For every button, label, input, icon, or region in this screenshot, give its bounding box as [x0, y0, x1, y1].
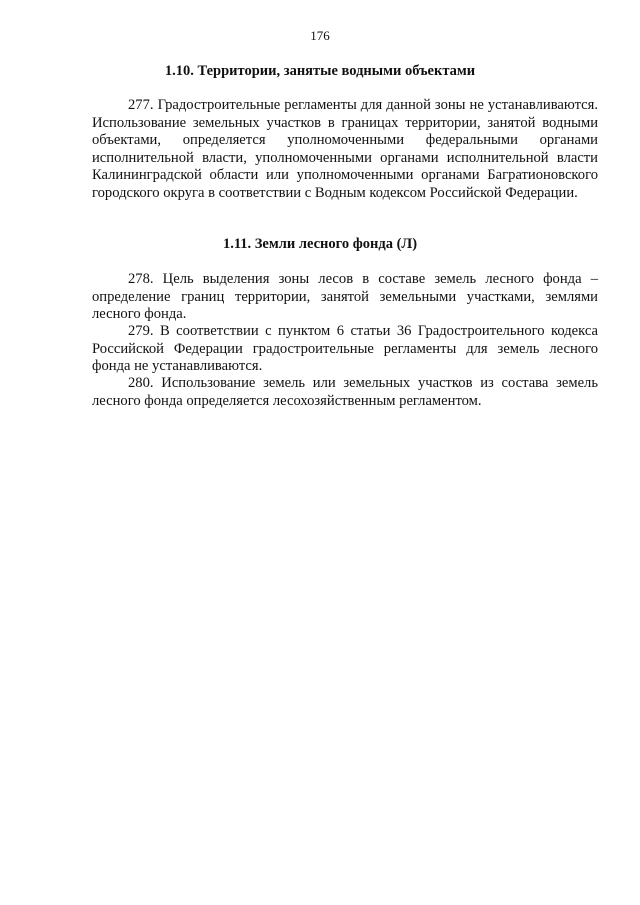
- section-heading-forest-fund: 1.11. Земли лесного фонда (Л): [222, 236, 418, 252]
- paragraph-277: 277. Градостроительные регламенты для данной зоны не устанавливаются. Использование земельных участков в границах территории, занятой водными объектами, определяется уполномоченными федеральными органами исполнительной власти, уполномоченными органами исполнительной власти Калининградской области или уполномоченными органами Багратионовского городского округа в соответствии с Водным кодексом Российской Федерации.: [92, 97, 598, 201]
- paragraph-280: 280. Использование земель или земельных участков из состава земель лесного фонда определяется лесохозяйственным регламентом.: [92, 375, 598, 409]
- paragraph-279: 279. В соответствии с пунктом 6 статьи 36 Градостроительного кодекса Российской Федерации градостроительные регламенты для земель лесного фонда не устанавливаются.: [92, 323, 598, 375]
- section-heading-water-objects: 1.10. Территории, занятые водными объектами: [164, 63, 476, 79]
- page-number: 176: [310, 28, 330, 43]
- paragraph-278: 278. Цель выделения зоны лесов в составе земель лесного фонда – определение границ территории, занятой земельными участками, землями лесного фонда.: [92, 271, 598, 323]
